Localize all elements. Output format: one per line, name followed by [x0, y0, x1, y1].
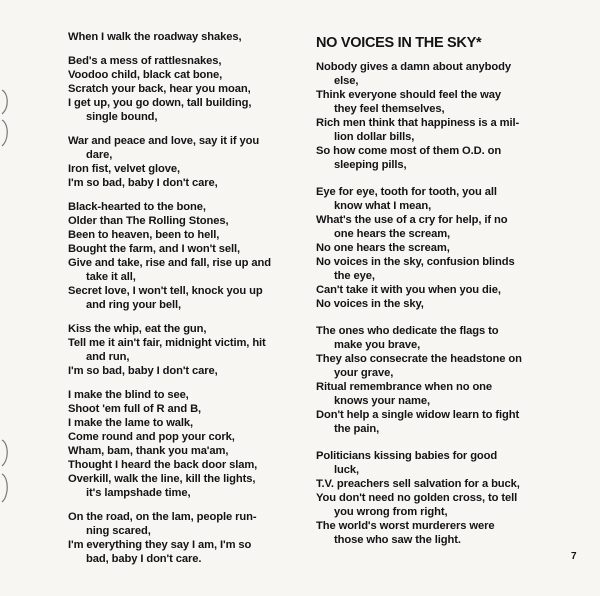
lyric-line: T.V. preachers sell salvation for a buck, — [316, 478, 520, 490]
lyric-line: I get up, you go down, tall building, — [68, 97, 252, 109]
lyric-line: it's lampshade time, — [86, 487, 191, 499]
lyric-line: Shoot 'em full of R and B, — [68, 403, 202, 415]
lyric-line: Older than The Rolling Stones, — [68, 215, 229, 227]
lyric-line: and ring your bell, — [86, 299, 182, 311]
lyrics-right-column — [316, 34, 548, 547]
lyric-line: Nobody gives a damn about anybody — [316, 61, 511, 73]
lyric-line: I'm so bad, baby I don't care, — [68, 365, 218, 377]
lyric-line: Kiss the whip, eat the gun, — [68, 323, 207, 335]
lyric-line: Think everyone should feel the way — [316, 89, 501, 101]
binding-ring-icon — [0, 88, 14, 150]
lyric-line: the pain, — [334, 423, 380, 435]
lyric-line: they feel themselves, — [334, 103, 445, 115]
lyric-line: The world's worst murderers were — [316, 520, 495, 532]
lyric-line: else, — [334, 75, 359, 87]
lyric-line: know what I mean, — [334, 200, 432, 212]
stanza-gap — [316, 311, 548, 324]
lyric-line: On the road, on the lam, people run- — [68, 511, 257, 523]
lyric-line: The ones who dedicate the flags to — [316, 325, 499, 337]
lyric-line: Bought the farm, and I won't sell, — [68, 243, 241, 255]
lyric-line: lion dollar bills, — [334, 131, 415, 143]
stanza — [316, 449, 548, 547]
stanza — [316, 185, 548, 311]
right-stanzas — [316, 60, 548, 547]
lyric-line: you wrong from right, — [334, 506, 448, 518]
lyric-line: the eye, — [334, 270, 375, 282]
lyric-line: knows your name, — [334, 395, 431, 407]
lyric-line: Rich men think that happiness is a mil- — [316, 117, 520, 129]
song-title: NO VOICES IN THE SKY* — [316, 35, 482, 51]
lyric-line: Eye for eye, tooth for tooth, you all — [316, 186, 497, 198]
stanza — [68, 388, 292, 500]
stanza — [316, 60, 548, 172]
lyric-line: and run, — [86, 351, 130, 363]
stanza-gap — [68, 378, 292, 388]
lyric-line: make you brave, — [334, 339, 421, 351]
stanza-gap — [68, 124, 292, 134]
lyric-line: take it all, — [86, 271, 136, 283]
lyric-line: What's the use of a cry for help, if no — [316, 214, 508, 226]
lyrics-left-column — [68, 30, 292, 566]
lyric-line: those who saw the light. — [334, 534, 461, 546]
lyric-line: Bed's a mess of rattlesnakes, — [68, 55, 222, 67]
lyric-line: Been to heaven, been to hell, — [68, 229, 220, 241]
lyric-line: sleeping pills, — [334, 159, 407, 171]
lyric-line: luck, — [334, 464, 359, 476]
lyric-line: Secret love, I won't tell, knock you up — [68, 285, 263, 297]
binding-ring-icon — [0, 438, 14, 508]
lyric-line: Ritual remembrance when no one — [316, 381, 493, 393]
lyric-line: I make the lame to walk, — [68, 417, 194, 429]
lyric-line: your grave, — [334, 367, 394, 379]
lyric-line: Voodoo child, black cat bone, — [68, 69, 223, 81]
stanza — [68, 54, 292, 124]
stanza — [68, 510, 292, 566]
lyric-line: I make the blind to see, — [68, 389, 189, 401]
lyric-line: Politicians kissing babies for good — [316, 450, 498, 462]
lyric-line: When I walk the roadway shakes, — [68, 31, 242, 43]
lyric-line: No voices in the sky, — [316, 298, 424, 310]
page-number: 7 — [571, 551, 577, 562]
stanza-gap — [316, 172, 548, 185]
stanza-gap — [68, 312, 292, 322]
lyric-line: So how come most of them O.D. on — [316, 145, 502, 157]
lyric-line: They also consecrate the headstone on — [316, 353, 522, 365]
lyric-line: single bound, — [86, 111, 158, 123]
lyric-line: No voices in the sky, confusion blinds — [316, 256, 515, 268]
lyric-line: I'm so bad, baby I don't care, — [68, 177, 218, 189]
lyric-line: Tell me it ain't fair, midnight victim, hit — [68, 337, 266, 349]
lyric-line: Wham, bam, thank you ma'am, — [68, 445, 229, 457]
lyric-line: Iron fist, velvet glove, — [68, 163, 180, 175]
stanza — [316, 324, 548, 436]
lyric-line: War and peace and love, say it if you — [68, 135, 260, 147]
lyric-line: Can't take it with you when you die, — [316, 284, 501, 296]
lyric-line: bad, baby I don't care. — [86, 553, 202, 565]
lyric-line: one hears the scream, — [334, 228, 451, 240]
lyric-line: Give and take, rise and fall, rise up and — [68, 257, 271, 269]
stanza-gap — [68, 190, 292, 200]
stanza — [68, 200, 292, 312]
lyric-line: Come round and pop your cork, — [68, 431, 235, 443]
stanza — [68, 30, 292, 44]
stanza-gap — [68, 44, 292, 54]
lyric-line: dare, — [86, 149, 113, 161]
stanza-gap — [68, 500, 292, 510]
lyric-line: Thought I heard the back door slam, — [68, 459, 258, 471]
lyric-line: Don't help a single widow learn to fight — [316, 409, 520, 421]
lyric-line: You don't need no golden cross, to tell — [316, 492, 518, 504]
lyric-line: Scratch your back, hear you moan, — [68, 83, 251, 95]
lyric-line: I'm everything they say I am, I'm so — [68, 539, 252, 551]
lyric-line: Black-hearted to the bone, — [68, 201, 206, 213]
stanza — [68, 322, 292, 378]
stanza — [68, 134, 292, 190]
lyric-line: Overkill, walk the line, kill the lights, — [68, 473, 256, 485]
lyric-line: No one hears the scream, — [316, 242, 450, 254]
stanza-gap — [316, 436, 548, 449]
lyric-line: ning scared, — [86, 525, 151, 537]
